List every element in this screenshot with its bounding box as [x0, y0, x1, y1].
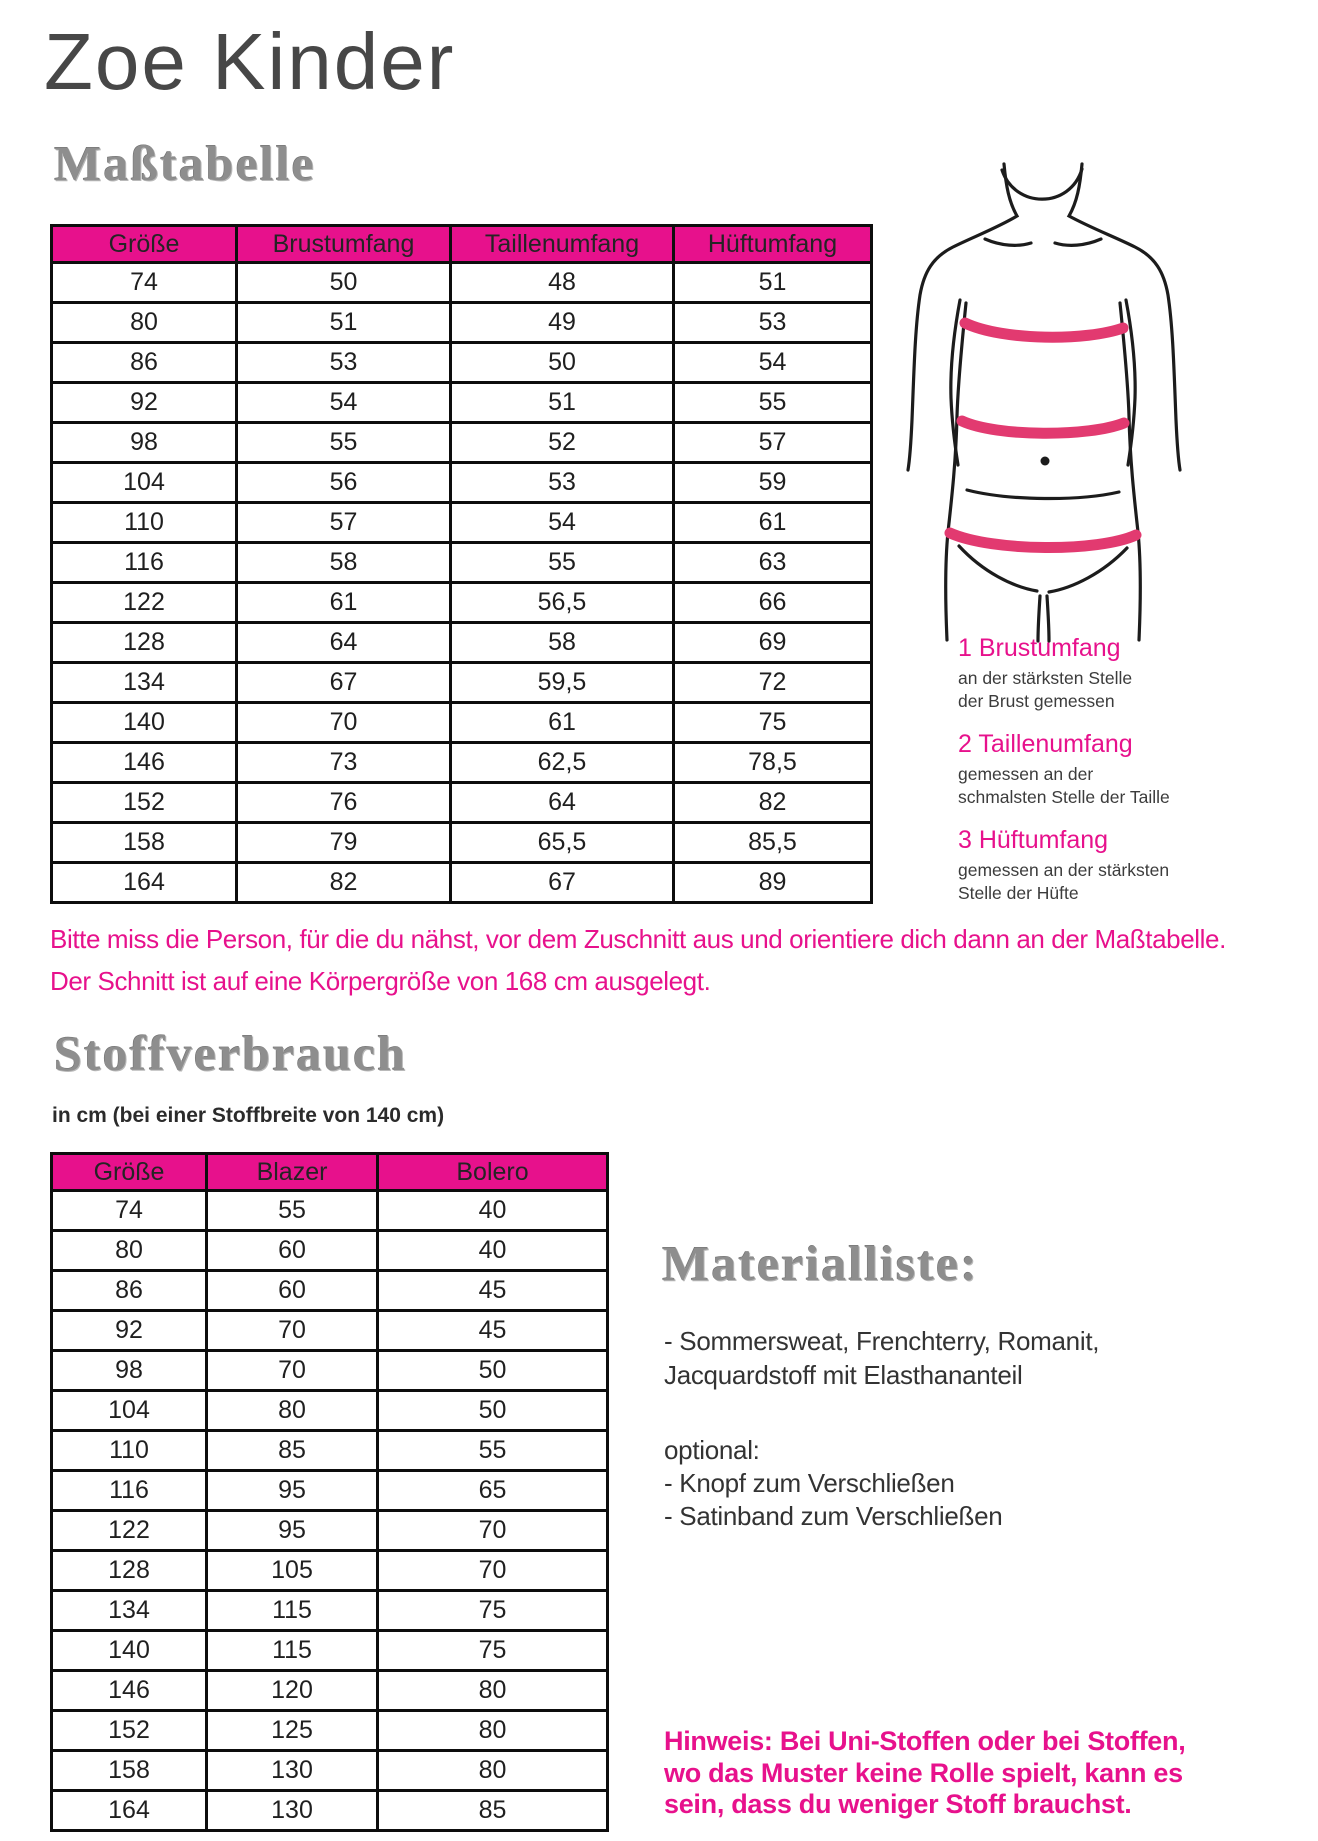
table-cell: 55 — [674, 383, 872, 423]
column-header: Hüftumfang — [674, 226, 872, 263]
table-row — [52, 263, 872, 303]
table-cell: 134 — [52, 1591, 207, 1631]
table-cell: 86 — [52, 343, 237, 383]
table-cell: 70 — [237, 703, 451, 743]
table-cell: 140 — [52, 703, 237, 743]
table-row — [52, 1231, 608, 1271]
table-cell: 51 — [451, 383, 674, 423]
table-cell: 80 — [207, 1391, 378, 1431]
materials-optional-list — [664, 1434, 1224, 1533]
table-header-row — [52, 226, 872, 263]
table-cell: 72 — [674, 663, 872, 703]
annotation-hip-label: 3 Hüftumfang — [958, 826, 1109, 854]
table-row — [52, 1311, 608, 1351]
measurement-section-heading: Maßtabelle — [54, 135, 316, 191]
page-title: Zoe Kinder — [44, 17, 456, 106]
table-cell: 50 — [237, 263, 451, 303]
navel-dot — [1041, 457, 1050, 466]
table-cell: 50 — [378, 1351, 608, 1391]
table-cell: 130 — [207, 1791, 378, 1831]
table-cell: 50 — [378, 1391, 608, 1431]
table-row — [52, 703, 872, 743]
table-row — [52, 1391, 608, 1431]
table-cell: 55 — [207, 1191, 378, 1231]
annotation-waist — [958, 730, 1288, 809]
table-cell: 164 — [52, 863, 237, 903]
table-cell: 51 — [674, 263, 872, 303]
table-cell: 45 — [378, 1311, 608, 1351]
table-cell: 40 — [378, 1231, 608, 1271]
table-row — [52, 503, 872, 543]
table-cell: 64 — [237, 623, 451, 663]
fabric-hint-note — [664, 1726, 1304, 1821]
column-header: Taillenumfang — [451, 226, 674, 263]
table-row — [52, 343, 872, 383]
annotation-chest-label: 1 Brustumfang — [958, 634, 1121, 662]
materials-section-heading: Materialliste: — [662, 1235, 979, 1291]
annotation-hip — [958, 826, 1288, 905]
table-cell: 45 — [378, 1271, 608, 1311]
briefs-right-line — [1049, 548, 1127, 592]
table-cell: 146 — [52, 743, 237, 783]
materials-optional-label: optional: — [664, 1435, 760, 1465]
table-cell: 110 — [52, 1431, 207, 1471]
table-cell: 80 — [378, 1671, 608, 1711]
table-cell: 92 — [52, 1311, 207, 1351]
table-row — [52, 1551, 608, 1591]
table-cell: 152 — [52, 1711, 207, 1751]
table-cell: 80 — [378, 1711, 608, 1751]
table-cell: 82 — [674, 783, 872, 823]
table-cell: 65 — [378, 1471, 608, 1511]
table-cell: 60 — [207, 1231, 378, 1271]
measurement-note-line2: Der Schnitt ist auf eine Körpergröße von 168 cm ausgelegt. — [50, 966, 711, 996]
table-cell: 122 — [52, 1511, 207, 1551]
annotation-waist-caption-line2: schmalsten Stelle der Taille — [958, 787, 1170, 807]
body-figure-illustration — [875, 120, 1275, 645]
measurement-note-line1: Bitte miss die Person, für die du nähst, vor dem Zuschnitt aus und orientiere dich dann an der Maßtabelle. — [50, 924, 1226, 954]
collar-line — [1002, 169, 1082, 199]
table-cell: 85 — [378, 1791, 608, 1831]
torso-leg-right-line — [1120, 303, 1140, 640]
table-cell: 75 — [378, 1631, 608, 1671]
table-cell: 98 — [52, 423, 237, 463]
table-row — [52, 1431, 608, 1471]
table-cell: 57 — [237, 503, 451, 543]
table-row — [52, 823, 872, 863]
table-cell: 74 — [52, 1191, 207, 1231]
table-cell: 95 — [207, 1511, 378, 1551]
figure-annotations — [958, 634, 1288, 922]
table-cell: 92 — [52, 383, 237, 423]
table-row — [52, 1631, 608, 1671]
table-cell: 54 — [451, 503, 674, 543]
table-cell: 82 — [237, 863, 451, 903]
table-cell: 146 — [52, 1671, 207, 1711]
column-header: Größe — [52, 1154, 207, 1191]
clavicle-right-line — [1055, 239, 1101, 245]
table-cell: 80 — [52, 1231, 207, 1271]
table-cell: 74 — [52, 263, 237, 303]
table-cell: 59 — [674, 463, 872, 503]
column-header: Größe — [52, 226, 237, 263]
table-cell: 79 — [237, 823, 451, 863]
table-cell: 86 — [52, 1271, 207, 1311]
table-cell: 70 — [378, 1511, 608, 1551]
chest-measure-line — [965, 323, 1123, 337]
materials-optional-item2: - Satinband zum Verschließen — [664, 1501, 1003, 1531]
table-cell: 122 — [52, 583, 237, 623]
table-cell: 67 — [451, 863, 674, 903]
table-cell: 164 — [52, 1791, 207, 1831]
table-cell: 134 — [52, 663, 237, 703]
table-cell: 52 — [451, 423, 674, 463]
table-row — [52, 1271, 608, 1311]
annotation-waist-caption-line1: gemessen an der — [958, 764, 1094, 784]
table-row — [52, 1791, 608, 1831]
materials-optional-item1: - Knopf zum Verschließen — [664, 1468, 955, 1498]
table-row — [52, 783, 872, 823]
table-row — [52, 423, 872, 463]
table-cell: 85,5 — [674, 823, 872, 863]
table-row — [52, 1671, 608, 1711]
table-cell: 70 — [207, 1351, 378, 1391]
table-cell: 140 — [52, 1631, 207, 1671]
table-cell: 40 — [378, 1191, 608, 1231]
table-row — [52, 1471, 608, 1511]
annotation-chest-caption-line1: an der stärksten Stelle — [958, 668, 1133, 688]
table-row — [52, 663, 872, 703]
annotation-chest-caption-line2: der Brust gemessen — [958, 691, 1115, 711]
table-cell: 75 — [674, 703, 872, 743]
materials-list-line1: - Sommersweat, Frenchterry, Romanit, — [664, 1326, 1100, 1356]
table-cell: 53 — [674, 303, 872, 343]
table-cell: 69 — [674, 623, 872, 663]
fabric-section-subtitle: in cm (bei einer Stoffbreite von 140 cm) — [52, 1104, 445, 1127]
table-cell: 104 — [52, 463, 237, 503]
column-header: Bolero — [378, 1154, 608, 1191]
table-cell: 70 — [378, 1551, 608, 1591]
hip-measure-line — [950, 533, 1136, 548]
clavicle-left-line — [985, 239, 1031, 245]
table-cell: 60 — [207, 1271, 378, 1311]
table-cell: 80 — [52, 303, 237, 343]
table-row — [52, 1351, 608, 1391]
table-cell: 53 — [237, 343, 451, 383]
table-row — [52, 1511, 608, 1551]
table-cell: 61 — [451, 703, 674, 743]
table-cell: 57 — [674, 423, 872, 463]
table-cell: 48 — [451, 263, 674, 303]
table-cell: 78,5 — [674, 743, 872, 783]
table-row — [52, 1751, 608, 1791]
table-cell: 64 — [451, 783, 674, 823]
table-header-row — [52, 1154, 608, 1191]
table-cell: 66 — [674, 583, 872, 623]
annotation-waist-label: 2 Taillenumfang — [958, 730, 1133, 758]
table-cell: 125 — [207, 1711, 378, 1751]
table-cell: 53 — [451, 463, 674, 503]
table-row — [52, 863, 872, 903]
fabric-hint-line2: wo das Muster keine Rolle spielt, kann es — [664, 1757, 1183, 1788]
table-cell: 67 — [237, 663, 451, 703]
fabric-hint-line1: Hinweis: Bei Uni-Stoffen oder bei Stoffen, — [664, 1726, 1186, 1756]
fabric-section-heading: Stoffverbrauch — [54, 1025, 407, 1081]
table-cell: 62,5 — [451, 743, 674, 783]
materials-list-line2: Jacquardstoff mit Elasthananteil — [664, 1360, 1023, 1390]
table-cell: 65,5 — [451, 823, 674, 863]
table-cell: 104 — [52, 1391, 207, 1431]
table-cell: 152 — [52, 783, 237, 823]
table-cell: 85 — [207, 1431, 378, 1471]
torso-leg-left-line — [946, 303, 966, 640]
table-cell: 128 — [52, 623, 237, 663]
table-cell: 116 — [52, 543, 237, 583]
measurement-table — [50, 224, 873, 904]
table-row — [52, 1591, 608, 1631]
table-cell: 116 — [52, 1471, 207, 1511]
table-row — [52, 383, 872, 423]
table-cell: 76 — [237, 783, 451, 823]
materials-list — [664, 1324, 1224, 1392]
table-cell: 49 — [451, 303, 674, 343]
table-cell: 130 — [207, 1751, 378, 1791]
table-cell: 59,5 — [451, 663, 674, 703]
column-header: Brustumfang — [237, 226, 451, 263]
table-cell: 58 — [237, 543, 451, 583]
table-cell: 56,5 — [451, 583, 674, 623]
table-cell: 128 — [52, 1551, 207, 1591]
column-header: Blazer — [207, 1154, 378, 1191]
table-cell: 115 — [207, 1591, 378, 1631]
table-cell: 58 — [451, 623, 674, 663]
table-cell: 51 — [237, 303, 451, 343]
table-cell: 54 — [237, 383, 451, 423]
table-row — [52, 1711, 608, 1751]
table-cell: 98 — [52, 1351, 207, 1391]
table-cell: 120 — [207, 1671, 378, 1711]
annotation-hip-caption-line2: Stelle der Hüfte — [958, 883, 1079, 903]
table-row — [52, 543, 872, 583]
table-row — [52, 743, 872, 783]
table-cell: 73 — [237, 743, 451, 783]
table-cell: 50 — [451, 343, 674, 383]
table-cell: 54 — [674, 343, 872, 383]
table-cell: 95 — [207, 1471, 378, 1511]
fabric-usage-table — [50, 1152, 609, 1832]
annotation-hip-caption-line1: gemessen an der stärksten — [958, 860, 1170, 880]
waistband-line — [967, 490, 1119, 499]
table-cell: 61 — [237, 583, 451, 623]
table-cell: 63 — [674, 543, 872, 583]
table-cell: 61 — [674, 503, 872, 543]
table-cell: 55 — [237, 423, 451, 463]
measurement-note — [50, 918, 1300, 1002]
table-cell: 56 — [237, 463, 451, 503]
table-cell: 55 — [378, 1431, 608, 1471]
table-row — [52, 463, 872, 503]
table-cell: 110 — [52, 503, 237, 543]
annotation-chest — [958, 634, 1288, 713]
table-row — [52, 1191, 608, 1231]
table-row — [52, 583, 872, 623]
table-row — [52, 303, 872, 343]
table-cell: 105 — [207, 1551, 378, 1591]
table-cell: 89 — [674, 863, 872, 903]
table-cell: 75 — [378, 1591, 608, 1631]
table-row — [52, 623, 872, 663]
briefs-left-line — [959, 546, 1037, 591]
table-cell: 115 — [207, 1631, 378, 1671]
table-cell: 158 — [52, 1751, 207, 1791]
table-cell: 70 — [207, 1311, 378, 1351]
table-cell: 158 — [52, 823, 237, 863]
table-cell: 55 — [451, 543, 674, 583]
waist-measure-line — [962, 421, 1124, 433]
fabric-hint-line3: sein, dass du weniger Stoff brauchst. — [664, 1789, 1132, 1819]
table-cell: 80 — [378, 1751, 608, 1791]
